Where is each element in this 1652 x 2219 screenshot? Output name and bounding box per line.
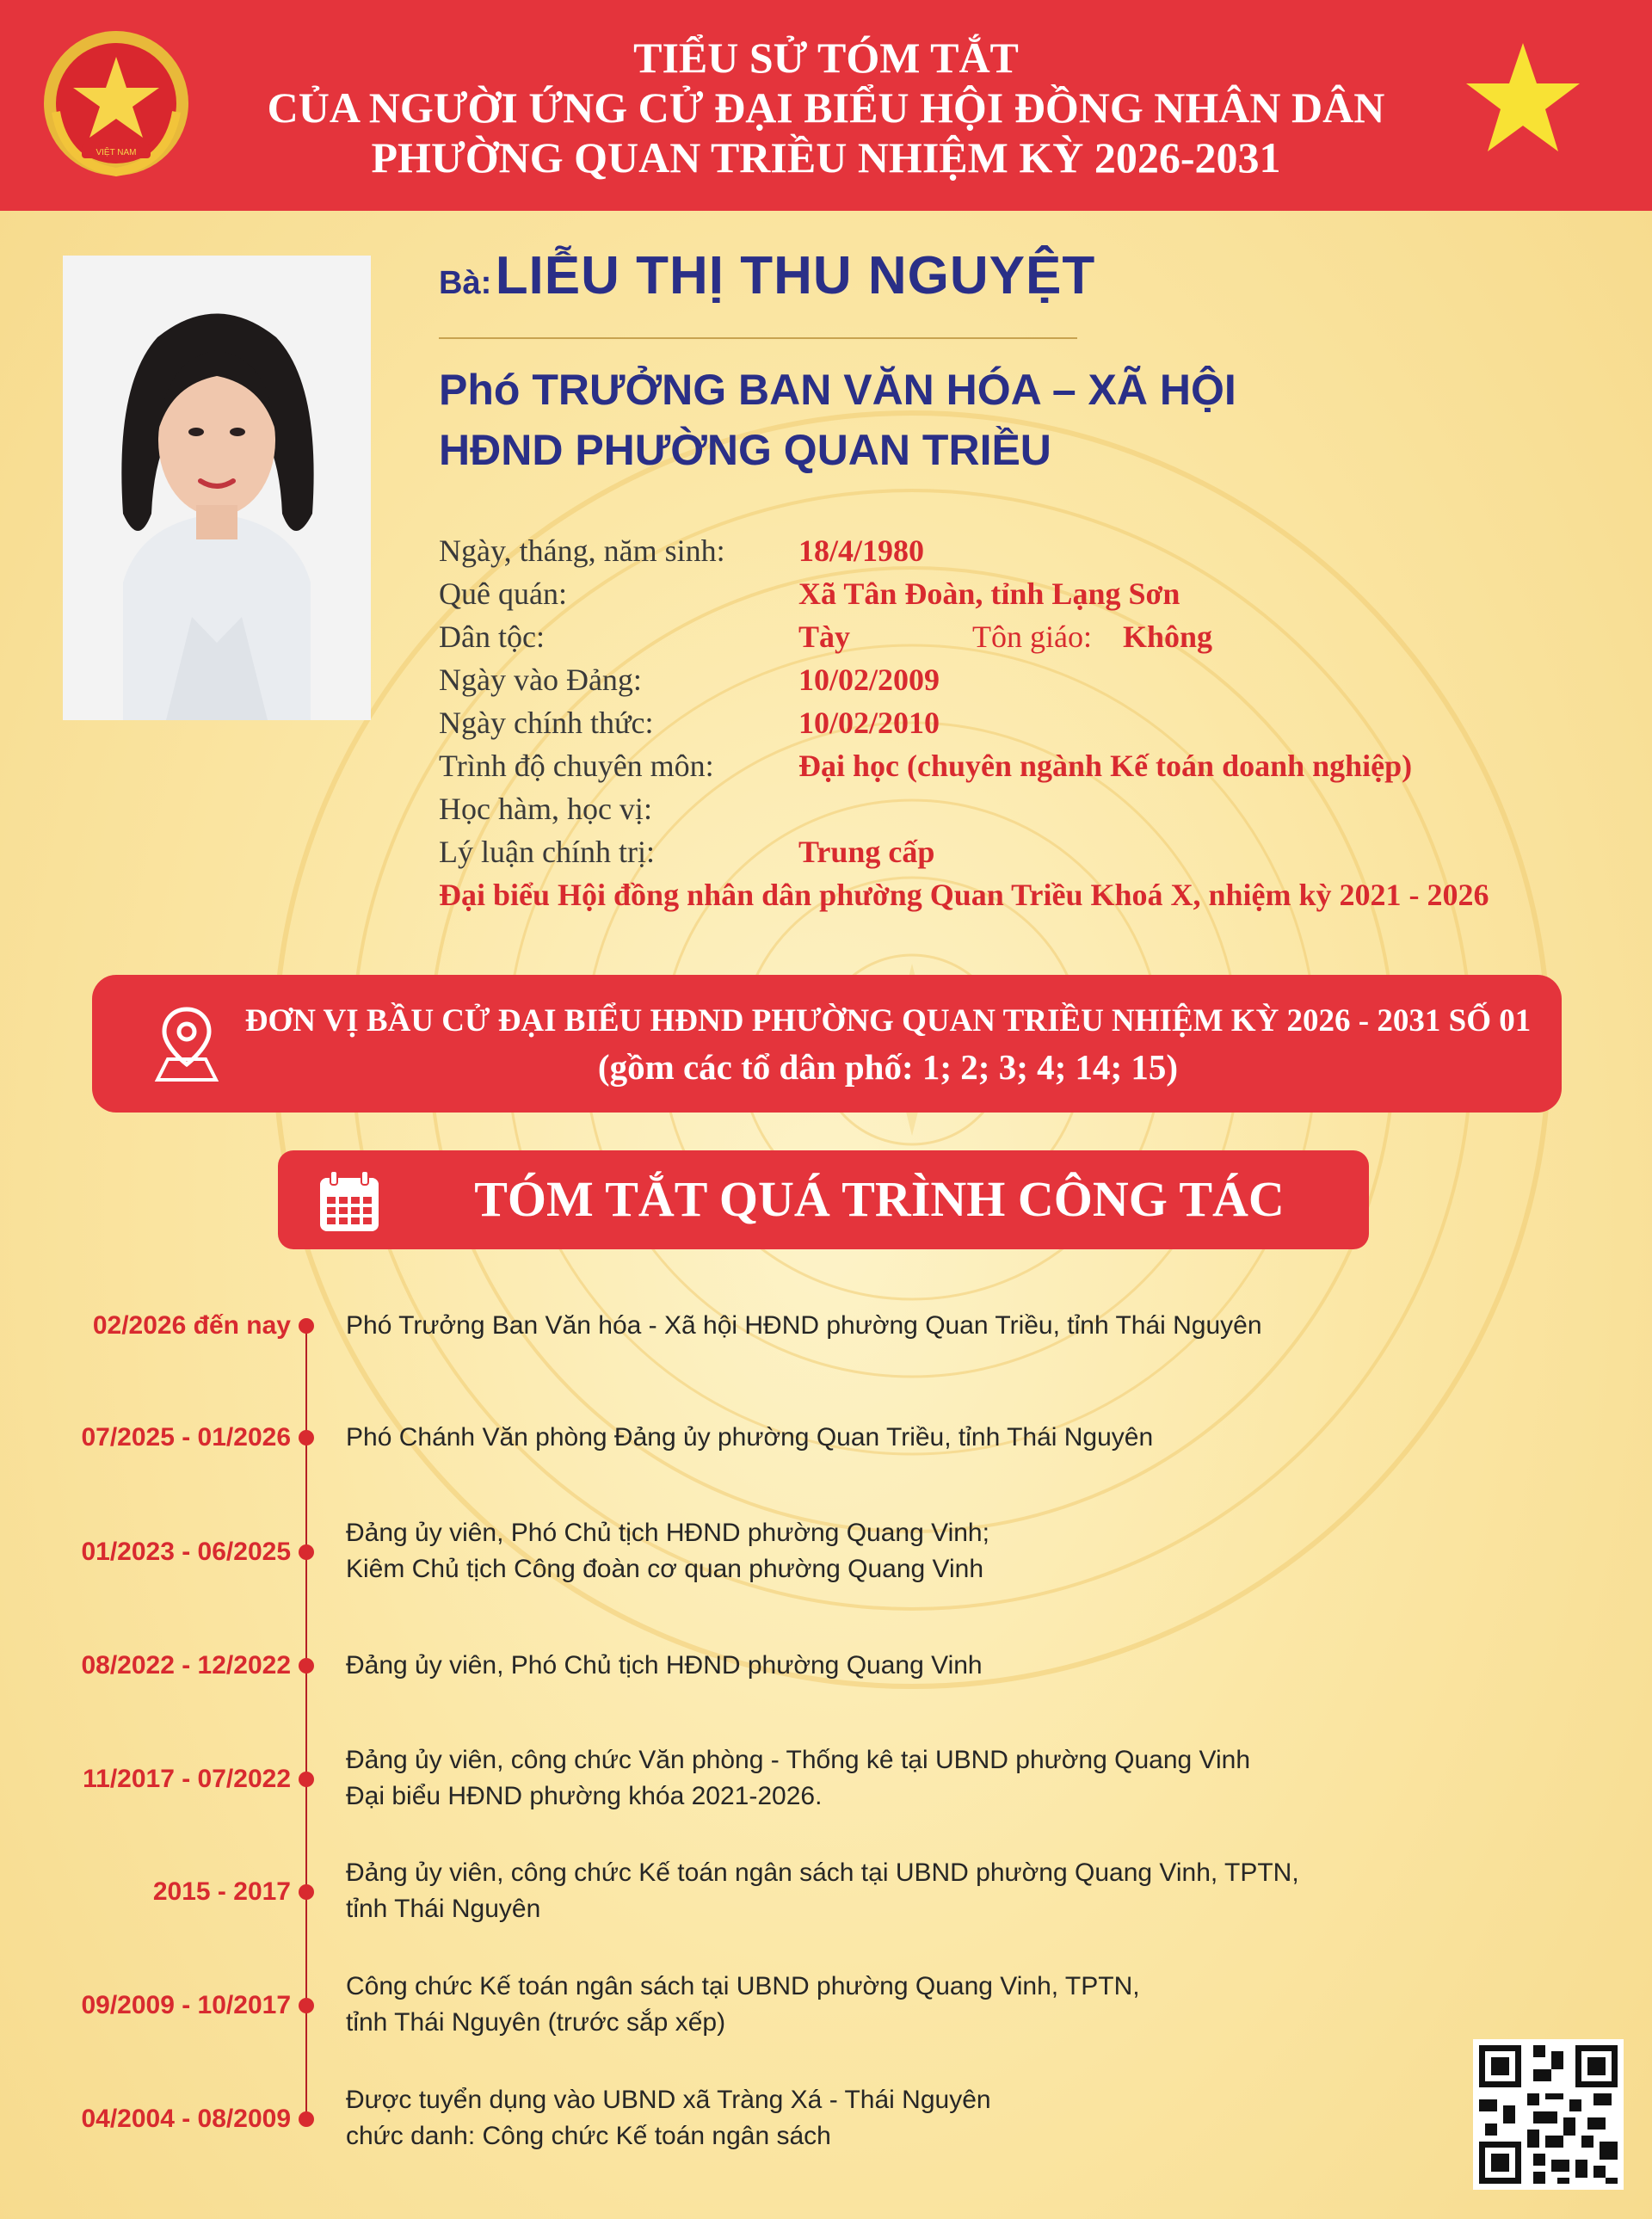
timeline-dot [299,1998,314,2013]
timeline-date: 08/2022 - 12/2022 [81,1651,291,1680]
timeline-date: 11/2017 - 07/2022 [83,1765,291,1793]
info-row-degree [439,787,1626,830]
timeline-desc-line2: tỉnh Thái Nguyên (trước sắp xếp) [346,2008,726,2037]
timeline-description [346,1855,1378,1927]
hometown-label: Quê quán: [439,576,567,611]
education-value: Đại học (chuyên ngành Kế toán doanh nghiệp) [798,749,1413,783]
timeline-desc-line1: Phó Chánh Văn phòng Đảng ủy phường Quan Triều, tỉnh Thái Nguyên [346,1423,1154,1452]
timeline-desc-line2: chức danh: Công chức Kế toán ngân sách [346,2122,831,2150]
calendar-icon [317,1169,382,1235]
position-line1: Phó TRƯỞNG BAN VĂN HÓA – XÃ HỘI [439,366,1236,414]
hometown-value: Xã Tân Đoàn, tỉnh Lạng Sơn [798,576,1180,611]
unit-neighborhoods: (gồm các tổ dân phố: 1; 2; 3; 4; 14; 15) [597,1047,1179,1087]
timeline-dot [299,2111,314,2127]
party-join-label: Ngày vào Đảng: [439,663,642,697]
politics-value: Trung cấp [798,835,935,869]
info-row-party-join [439,658,1626,701]
header-title-line3: PHƯỜNG QUAN TRIỀU NHIỆM KỲ 2026-2031 [371,133,1281,182]
position-line2: HĐND PHƯỜNG QUAN TRIỀU [439,426,1051,474]
timeline-description [346,1742,1378,1815]
work-history-header [278,1150,1369,1249]
timeline-date: 2015 - 2017 [152,1877,291,1906]
ethnic-value: Tày [798,619,851,654]
info-row-ethnic [439,615,1626,658]
personal-info [439,529,1626,916]
map-pin-icon [154,1002,219,1084]
info-row-official [439,701,1626,744]
info-row-hometown [439,572,1626,615]
info-row-delegate [439,873,1626,916]
info-row-education [439,744,1626,787]
timeline-desc-line1: Đảng ủy viên, công chức Kế toán ngân sách tại UBND phường Quang Vinh, TPTN, [346,1858,1299,1887]
name-divider [439,337,1077,339]
official-value: 10/02/2010 [798,706,940,740]
timeline-desc-line1: Đảng ủy viên, Phó Chủ tịch HĐND phường Quang Vinh [346,1651,983,1680]
timeline-description [346,1308,1378,1344]
ethnic-label: Dân tộc: [439,619,545,654]
timeline-desc-line1: Công chức Kế toán ngân sách tại UBND phường Quang Vinh, TPTN, [346,1972,1140,2000]
info-row-politics [439,830,1626,873]
timeline-date: 09/2009 - 10/2017 [81,1991,291,2019]
timeline-desc-line2: tỉnh Thái Nguyên [346,1895,541,1923]
timeline-dot [299,1544,314,1560]
unit-title: ĐƠN VỊ BẦU CỬ ĐẠI BIỂU HĐND PHƯỜNG QUAN TRIỀU NHIỆM KỲ 2026 - 2031 SỐ 01 [244,1003,1532,1039]
timeline-description [346,1420,1378,1456]
timeline-dot [299,1430,314,1445]
timeline-dot [299,1658,314,1673]
party-join-value: 10/02/2009 [798,663,940,697]
timeline-date: 01/2023 - 06/2025 [81,1538,291,1566]
info-row-birth [439,529,1626,572]
official-label: Ngày chính thức: [439,706,654,740]
politics-label: Lý luận chính trị: [439,835,655,869]
electoral-unit-box [92,975,1562,1113]
timeline-desc-line1: Phó Trưởng Ban Văn hóa - Xã hội HĐND phường Quan Triều, tỉnh Thái Nguyên [346,1311,1262,1340]
timeline-description [346,1648,1378,1684]
candidate-position [439,360,1557,480]
timeline-date: 07/2025 - 01/2026 [81,1423,291,1452]
header-title-line2: CỦA NGƯỜI ỨNG CỬ ĐẠI BIỂU HỘI ĐỒNG NHÂN DÂN [267,83,1385,132]
education-label: Trình độ chuyên môn: [439,749,714,783]
timeline-desc-line1: Đảng ủy viên, công chức Văn phòng - Thống kê tại UBND phường Quang Vinh [346,1746,1251,1774]
header-title-line1: TIỂU SỬ TÓM TẮT [633,34,1019,82]
religion-label: Tôn giáo: [972,619,1092,654]
degree-label: Học hàm, học vị: [439,792,652,826]
candidate-name-line [439,245,1095,306]
star-icon [1463,39,1583,159]
timeline-dot [299,1884,314,1900]
timeline-desc-line2: Đại biểu HĐND phường khóa 2021-2026. [346,1782,823,1810]
candidate-name: LIỄU THỊ THU NGUYỆT [495,246,1096,305]
header-banner [0,0,1652,211]
timeline-desc-line2: Kiêm Chủ tịch Công đoàn cơ quan phường Quang Vinh [346,1555,984,1583]
delegate-note: Đại biểu Hội đồng nhân dân phường Quan Triều Khoá X, nhiệm kỳ 2021 - 2026 [439,878,1489,912]
section-title: TÓM TẮT QUÁ TRÌNH CÔNG TÁC [474,1171,1285,1227]
timeline-description [346,2082,1378,2154]
religion-value: Không [1123,619,1213,654]
birth-value: 18/4/1980 [798,533,925,568]
timeline-description [346,1515,1378,1587]
timeline-date: 02/2026 đến nay [92,1311,291,1340]
timeline-desc-line1: Được tuyển dụng vào UBND xã Tràng Xá - Thái Nguyên [346,2086,991,2114]
emblem-caption: VIỆT NAM [96,148,137,157]
timeline-dot [299,1772,314,1787]
timeline-description [346,1969,1378,2041]
timeline-dot [299,1318,314,1334]
candidate-photo [63,256,371,720]
timeline-desc-line1: Đảng ủy viên, Phó Chủ tịch HĐND phường Quang Vinh; [346,1519,989,1547]
header-title [0,33,1652,182]
qr-code-icon [1473,2039,1624,2190]
birth-label: Ngày, tháng, năm sinh: [439,533,725,568]
timeline-date: 04/2004 - 08/2009 [81,2105,291,2133]
name-prefix: Bà: [439,265,492,301]
